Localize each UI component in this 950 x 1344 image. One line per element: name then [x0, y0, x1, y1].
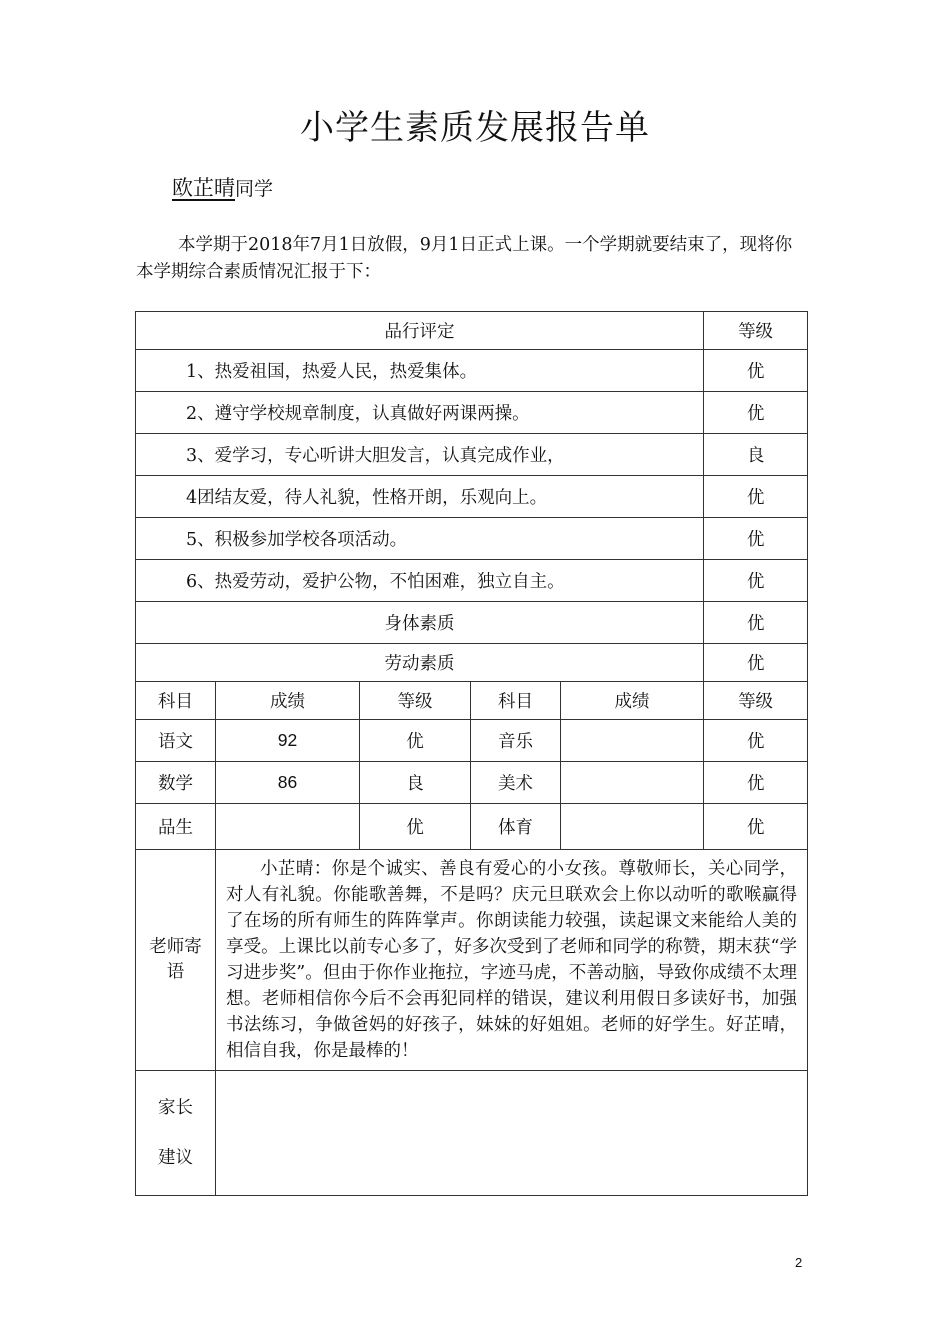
conduct-grade-header: 等级: [704, 312, 808, 350]
subject-score: 92: [216, 720, 360, 762]
labor-grade: 优: [704, 644, 808, 682]
conduct-item: 6、热爱劳动，爱护公物，不怕困难，独立自主。: [136, 560, 704, 602]
subject-grade: 优: [704, 762, 808, 804]
student-name: 欧芷晴: [172, 176, 235, 200]
subject-grade: 优: [360, 804, 471, 850]
physical-grade: 优: [704, 602, 808, 644]
grade-header: 等级: [704, 682, 808, 720]
subject-score: 86: [216, 762, 360, 804]
conduct-item: 1、热爱祖国，热爱人民，热爱集体。: [136, 350, 704, 392]
subject-score: [561, 762, 704, 804]
subject-score: [561, 720, 704, 762]
subject-name: 数学: [136, 762, 216, 804]
student-greeting: [172, 172, 273, 202]
parent-suggestion-label: [136, 1071, 216, 1196]
conduct-grade: 良: [704, 434, 808, 476]
subject-score: [561, 804, 704, 850]
score-header: 成绩: [216, 682, 360, 720]
conduct-item: 4团结友爱，待人礼貌，性格开朗，乐观向上。: [136, 476, 704, 518]
teacher-comment-cell: [216, 850, 808, 1071]
conduct-item: 2、遵守学校规章制度，认真做好两课两操。: [136, 392, 704, 434]
subject-name: 语文: [136, 720, 216, 762]
labor-label: 劳动素质: [136, 644, 704, 682]
conduct-row: [136, 392, 808, 434]
page-number: 2: [795, 1255, 803, 1270]
teacher-comment-row: [136, 850, 808, 1071]
subject-grade: 良: [360, 762, 471, 804]
conduct-row: [136, 350, 808, 392]
subject-row: [136, 720, 808, 762]
subject-name: 体育: [471, 804, 561, 850]
conduct-item: 3、爱学习，专心听讲大胆发言，认真完成作业，: [136, 434, 704, 476]
subject-grade: 优: [360, 720, 471, 762]
report-table: [135, 311, 808, 1196]
parent-suggestion-content: [216, 1071, 808, 1196]
subjects-header-row: [136, 682, 808, 720]
teacher-comment-label: [136, 850, 216, 1071]
conduct-header-row: [136, 312, 808, 350]
physical-label: 身体素质: [136, 602, 704, 644]
conduct-row: [136, 560, 808, 602]
subject-name: 品生: [136, 804, 216, 850]
parent-label-line1: 家长: [158, 1098, 193, 1118]
grade-header: 等级: [360, 682, 471, 720]
subject-name: 音乐: [471, 720, 561, 762]
score-header: 成绩: [561, 682, 704, 720]
teacher-comment-text: 小芷晴：你是个诚实、善良有爱心的小女孩。尊敬师长，关心同学，对人有礼貌。你能歌善舞，不是吗？庆元旦联欢会上你以动听的歌喉赢得了在场的所有师生的阵阵掌声。你朗读能力较强，读起课文来能给人美的享受。上课比以前专心多了，好多次受到了老师和同学的称赞，期末获“学习进步奖”。但由于你作业拖拉，字迹马虎，不善动脑，导致你成绩不太理想。老师相信你今后不会再犯同样的错误，建议利用假日多读好书，加强书法练习，争做爸妈的好孩子，妹妹的好姐姐。老师的好学生。好芷晴，相信自我，你是最棒的！: [226, 859, 798, 1061]
conduct-row: [136, 518, 808, 560]
parent-suggestion-row: [136, 1071, 808, 1196]
physical-row: [136, 602, 808, 644]
subject-row: [136, 762, 808, 804]
teacher-label-line2: 语: [166, 962, 185, 982]
subject-grade: 优: [704, 804, 808, 850]
labor-row: [136, 644, 808, 682]
conduct-row: [136, 476, 808, 518]
subject-header: 科目: [136, 682, 216, 720]
subject-row: [136, 804, 808, 850]
teacher-label-line1: 老师寄: [149, 937, 202, 957]
conduct-grade: 优: [704, 518, 808, 560]
parent-label-line2: 建议: [158, 1148, 193, 1168]
student-suffix: 同学: [235, 178, 274, 200]
conduct-grade: 优: [704, 476, 808, 518]
intro-paragraph: 本学期于2018年7月1日放假，9月1日正式上课。一个学期就要结束了，现将你本学期综合素质情况汇报于下：: [136, 235, 793, 282]
conduct-grade: 优: [704, 560, 808, 602]
conduct-header: 品行评定: [136, 312, 704, 350]
conduct-grade: 优: [704, 392, 808, 434]
subject-grade: 优: [704, 720, 808, 762]
subject-score: [216, 804, 360, 850]
subject-header: 科目: [471, 682, 561, 720]
page-title: 小学生素质发展报告单: [300, 108, 650, 148]
conduct-item: 5、积极参加学校各项活动。: [136, 518, 704, 560]
conduct-row: [136, 434, 808, 476]
subject-name: 美术: [471, 762, 561, 804]
conduct-grade: 优: [704, 350, 808, 392]
